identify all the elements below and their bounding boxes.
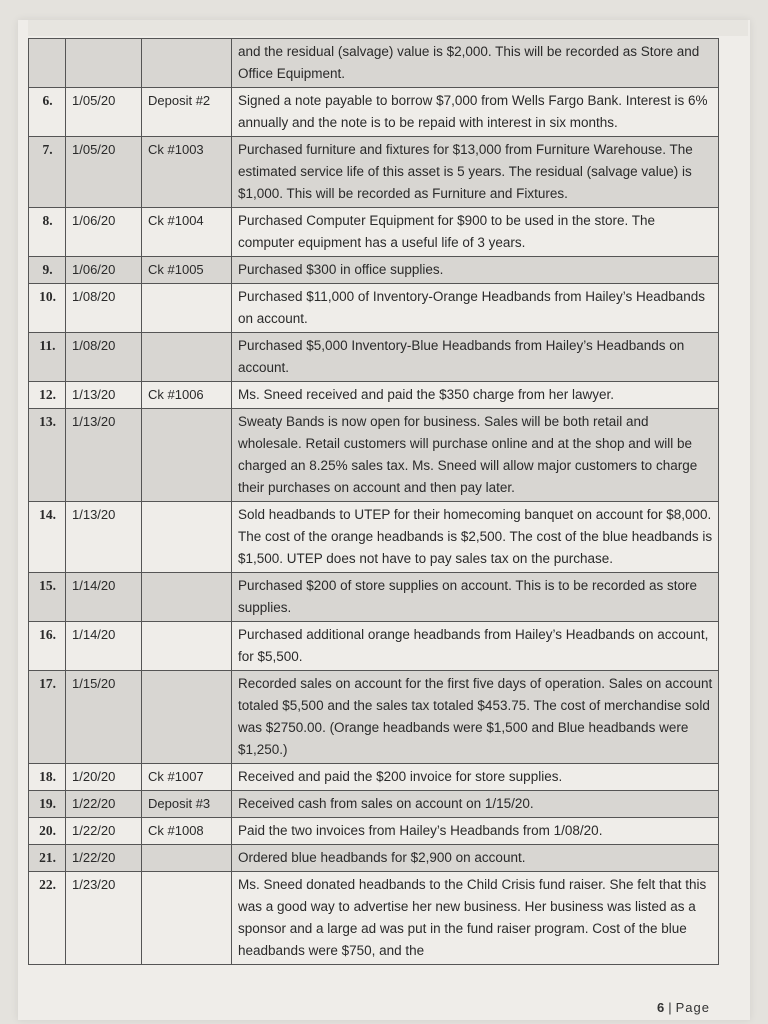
transaction-description: Ms. Sneed donated headbands to the Child Crisis fund raiser. She felt that this was a good way to advertise her new business. Her business was listed as a sponsor and a large ad was put in the fund raiser program. Cost of the blue headbands were $750, and the [232, 872, 719, 965]
transaction-date: 1/08/20 [66, 333, 142, 382]
transactions-table [28, 38, 719, 965]
transaction-date: 1/13/20 [66, 382, 142, 409]
transaction-reference: Deposit #3 [142, 791, 232, 818]
transaction-number: 15. [29, 573, 66, 622]
transaction-reference [142, 284, 232, 333]
transactions-body [29, 39, 719, 965]
transaction-reference: Ck #1003 [142, 137, 232, 208]
transaction-date: 1/15/20 [66, 671, 142, 764]
transaction-reference [142, 333, 232, 382]
transaction-number [29, 39, 66, 88]
transaction-description: and the residual (salvage) value is $2,000. This will be recorded as Store and Office Equipment. [232, 39, 719, 88]
transaction-number: 14. [29, 502, 66, 573]
footer-separator: | [668, 1000, 673, 1015]
transaction-number: 9. [29, 257, 66, 284]
transaction-reference [142, 671, 232, 764]
table-row [29, 622, 719, 671]
transaction-number: 8. [29, 208, 66, 257]
transaction-reference: Ck #1004 [142, 208, 232, 257]
transaction-date: 1/13/20 [66, 502, 142, 573]
transaction-number: 12. [29, 382, 66, 409]
transaction-number: 19. [29, 791, 66, 818]
transaction-description: Purchased $11,000 of Inventory-Orange Headbands from Hailey’s Headbands on account. [232, 284, 719, 333]
transaction-date: 1/08/20 [66, 284, 142, 333]
table-row [29, 409, 719, 502]
transaction-reference: Ck #1006 [142, 382, 232, 409]
transaction-reference [142, 845, 232, 872]
transaction-date [66, 39, 142, 88]
table-row [29, 284, 719, 333]
transaction-date: 1/06/20 [66, 208, 142, 257]
transaction-number: 18. [29, 764, 66, 791]
transaction-number: 20. [29, 818, 66, 845]
transaction-date: 1/22/20 [66, 845, 142, 872]
table-row [29, 39, 719, 88]
transaction-description: Sold headbands to UTEP for their homecoming banquet on account for $8,000. The cost of the orange headbands is $2,500. The cost of the blue headbands is $1,500. UTEP does not have to pay sales tax on the purchase. [232, 502, 719, 573]
transaction-number: 13. [29, 409, 66, 502]
transaction-reference [142, 573, 232, 622]
transaction-description: Purchased furniture and fixtures for $13,000 from Furniture Warehouse. The estimated service life of this asset is 5 years. The residual (salvage value) is $1,000. This will be recorded as Furniture and Fixtures. [232, 137, 719, 208]
table-row [29, 573, 719, 622]
transaction-date: 1/20/20 [66, 764, 142, 791]
transaction-description: Received and paid the $200 invoice for store supplies. [232, 764, 719, 791]
transaction-date: 1/05/20 [66, 137, 142, 208]
transaction-reference [142, 872, 232, 965]
table-row [29, 791, 719, 818]
transaction-reference [142, 502, 232, 573]
transaction-date: 1/22/20 [66, 791, 142, 818]
transaction-description: Received cash from sales on account on 1/15/20. [232, 791, 719, 818]
transaction-date: 1/13/20 [66, 409, 142, 502]
transaction-reference [142, 622, 232, 671]
transaction-description: Sweaty Bands is now open for business. Sales will be both retail and wholesale. Retail customers will purchase online and at the shop and will be charged an 8.25% sales tax. Ms. Sneed will allow major customers to charge their purchases on account and then pay later. [232, 409, 719, 502]
transaction-description: Ms. Sneed received and paid the $350 charge from her lawyer. [232, 382, 719, 409]
table-row [29, 208, 719, 257]
table-row [29, 671, 719, 764]
transaction-number: 21. [29, 845, 66, 872]
transaction-date: 1/06/20 [66, 257, 142, 284]
previous-page-edge [28, 20, 748, 36]
transaction-number: 7. [29, 137, 66, 208]
transaction-date: 1/22/20 [66, 818, 142, 845]
table-row [29, 257, 719, 284]
transaction-number: 16. [29, 622, 66, 671]
transaction-description: Purchased $5,000 Inventory-Blue Headbands from Hailey’s Headbands on account. [232, 333, 719, 382]
transaction-description: Recorded sales on account for the first five days of operation. Sales on account totaled $5,500 and the sales tax totaled $453.75. The cost of merchandise sold was $2750.00. (Orange headbands were $1,500 and Blue headbands were $1,250.) [232, 671, 719, 764]
table-row [29, 764, 719, 791]
transaction-description: Purchased additional orange headbands from Hailey’s Headbands on account, for $5,500. [232, 622, 719, 671]
transaction-date: 1/14/20 [66, 573, 142, 622]
transaction-reference [142, 409, 232, 502]
transaction-description: Purchased $300 in office supplies. [232, 257, 719, 284]
transaction-reference: Ck #1005 [142, 257, 232, 284]
transaction-number: 11. [29, 333, 66, 382]
table-row [29, 818, 719, 845]
transaction-number: 22. [29, 872, 66, 965]
table-row [29, 845, 719, 872]
transaction-description: Purchased $200 of store supplies on account. This is to be recorded as store supplies. [232, 573, 719, 622]
page-footer [657, 1000, 710, 1015]
transaction-date: 1/23/20 [66, 872, 142, 965]
table-row [29, 333, 719, 382]
transaction-description: Purchased Computer Equipment for $900 to be used in the store. The computer equipment has a useful life of 3 years. [232, 208, 719, 257]
transaction-reference: Ck #1007 [142, 764, 232, 791]
transaction-reference: Deposit #2 [142, 88, 232, 137]
transaction-number: 17. [29, 671, 66, 764]
transaction-date: 1/14/20 [66, 622, 142, 671]
transaction-description: Ordered blue headbands for $2,900 on account. [232, 845, 719, 872]
transaction-description: Signed a note payable to borrow $7,000 from Wells Fargo Bank. Interest is 6% annually and the note is to be repaid with interest in six months. [232, 88, 719, 137]
transaction-reference: Ck #1008 [142, 818, 232, 845]
page-number: 6 [657, 1000, 666, 1015]
transaction-date: 1/05/20 [66, 88, 142, 137]
table-row [29, 872, 719, 965]
table-row [29, 88, 719, 137]
transaction-number: 6. [29, 88, 66, 137]
page-label: Page [675, 1000, 710, 1015]
table-row [29, 137, 719, 208]
transaction-reference [142, 39, 232, 88]
table-row [29, 502, 719, 573]
transaction-description: Paid the two invoices from Hailey’s Headbands from 1/08/20. [232, 818, 719, 845]
transaction-number: 10. [29, 284, 66, 333]
table-row [29, 382, 719, 409]
